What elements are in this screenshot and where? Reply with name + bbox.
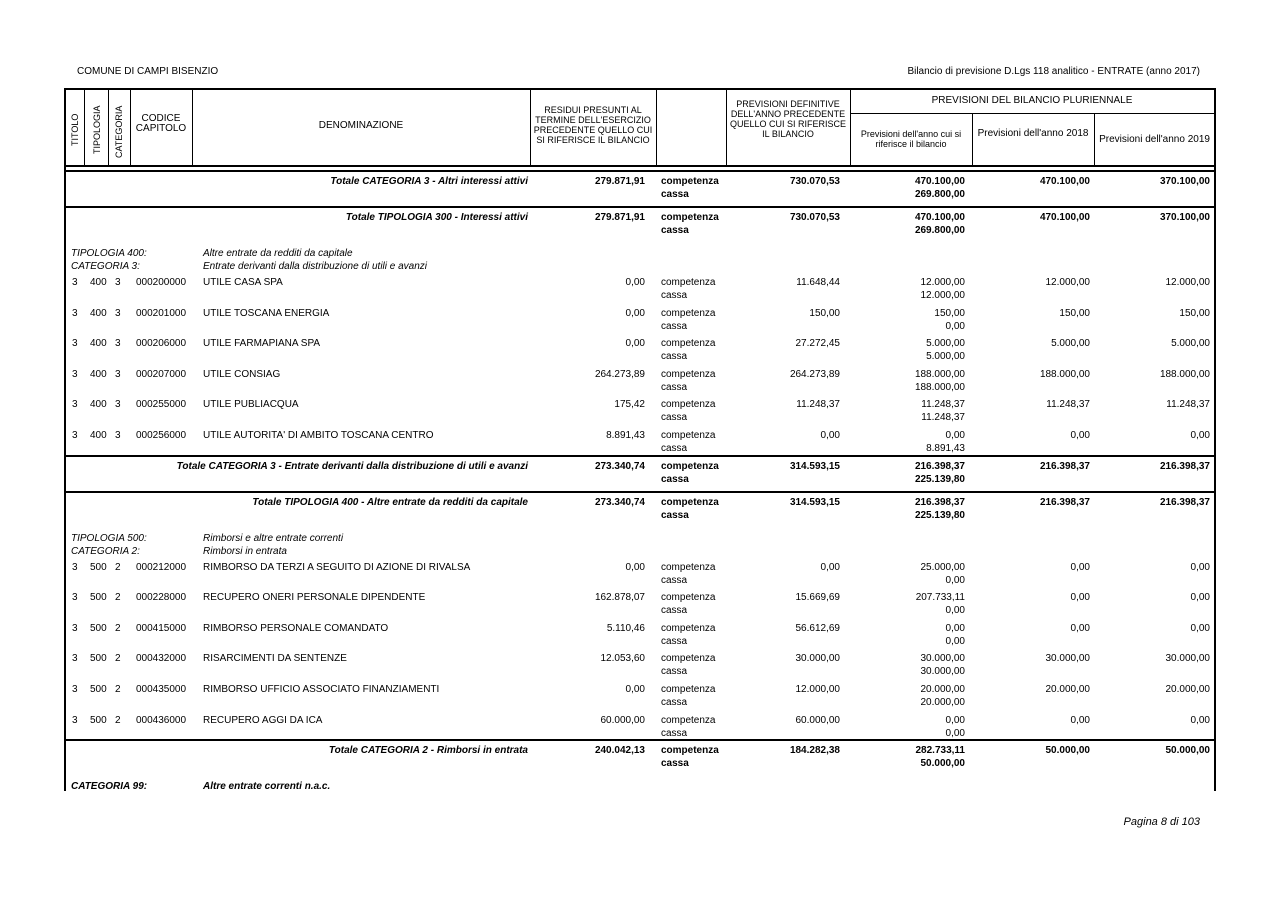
section-tipologia-desc: Rimborsi e altre entrate correnti: [203, 532, 344, 544]
competenza-current-value: 20.000,00: [920, 684, 965, 695]
col-anno-2019: Previsioni dell'anno 2019: [1099, 134, 1210, 145]
categoria-cell: 2: [115, 653, 121, 665]
codice-cell: 000432000: [136, 653, 187, 665]
previsioni-def-value: 30.000,00: [795, 653, 840, 665]
section-categoria-desc: Altre entrate correnti n.a.c.: [203, 781, 331, 793]
entity-name: COMUNE DI CAMPI BISENZIO: [77, 66, 219, 77]
value-2018: 216.398,37: [1039, 496, 1090, 508]
previsioni-def-value: 0,00: [820, 430, 840, 441]
value-2019: 0,00: [1190, 592, 1210, 604]
titolo-cell: 3: [72, 399, 78, 411]
cassa-current-value: 225.139,80: [914, 473, 965, 485]
total-row: [64, 460, 1216, 488]
categoria-cell: 3: [115, 307, 121, 319]
col-anno-2018: Previsioni dell'anno 2018: [977, 128, 1089, 139]
previsioni-def-value: 27.272,45: [795, 338, 840, 350]
residui-value: 279.871,91: [594, 212, 645, 223]
previsioni-def-value: 730.070,53: [789, 176, 840, 187]
type-cassa: cassa: [661, 443, 688, 454]
type-competenza: competenza: [661, 307, 716, 319]
denominazione-cell: UTILE CASA SPA: [203, 277, 283, 288]
codice-cell: 000228000: [136, 592, 187, 604]
previsioni-def-value: 15.669,69: [795, 592, 840, 604]
section-tipologia-label: TIPOLOGIA 400:: [71, 248, 147, 259]
type-competenza: competenza: [661, 714, 716, 726]
tipologia-cell: 400: [90, 368, 107, 380]
type-competenza: competenza: [661, 745, 719, 757]
total-label: Totale TIPOLOGIA 400 - Altre entrate da redditi da capitale: [252, 496, 528, 508]
competenza-current-value: 216.398,37: [914, 496, 965, 508]
competenza-current-value: 25.000,00: [920, 561, 965, 573]
col-previsioni-def: PREVISIONI DEFINITIVE DELL'ANNO PRECEDENTE QUELLO CUI SI RIFERISCE IL BILANCIO: [729, 99, 847, 139]
tipologia-cell: 500: [90, 622, 107, 634]
previsioni-def-value: 314.593,15: [789, 496, 840, 508]
value-2018: 216.398,37: [1039, 460, 1090, 472]
value-2019: 0,00: [1190, 430, 1210, 441]
tipologia-cell: 400: [90, 430, 107, 441]
type-competenza: competenza: [661, 496, 719, 508]
competenza-current-value: 11.248,37: [921, 399, 965, 411]
cassa-current-value: 20.000,00: [920, 697, 965, 708]
tipologia-cell: 400: [90, 277, 107, 288]
value-2018: 0,00: [1070, 592, 1090, 604]
value-2019: 12.000,00: [1165, 277, 1210, 288]
codice-cell: 000255000: [136, 399, 187, 411]
type-cassa: cassa: [661, 605, 688, 617]
value-2018: 470.100,00: [1039, 176, 1090, 187]
type-cassa: cassa: [661, 697, 688, 708]
residui-value: 240.042,13: [594, 745, 645, 757]
previsioni-def-value: 11.248,37: [796, 399, 840, 411]
value-2019: 188.000,00: [1159, 368, 1210, 380]
cassa-current-value: 30.000,00: [920, 666, 965, 678]
previsioni-def-value: 314.593,15: [789, 460, 840, 472]
tipologia-cell: 500: [90, 592, 107, 604]
value-2019: 0,00: [1190, 714, 1210, 726]
total-row: [64, 744, 1216, 772]
residui-value: 175,42: [614, 399, 645, 411]
value-2019: 11.248,37: [1166, 399, 1210, 411]
codice-cell: 000415000: [136, 622, 187, 634]
denominazione-cell: RISARCIMENTI DA SENTENZE: [203, 653, 347, 665]
competenza-current-value: 0,00: [945, 430, 965, 441]
codice-cell: 000207000: [136, 368, 187, 380]
total-label: Totale TIPOLOGIA 300 - Interessi attivi: [345, 212, 528, 223]
denominazione-cell: RECUPERO ONERI PERSONALE DIPENDENTE: [203, 592, 426, 604]
value-2018: 0,00: [1070, 714, 1090, 726]
residui-value: 273.340,74: [594, 460, 645, 472]
type-competenza: competenza: [661, 653, 716, 665]
col-categoria: CATEGORIA: [114, 105, 124, 158]
type-cassa: cassa: [661, 758, 689, 770]
col-pluriennale: PREVISIONI DEL BILANCIO PLURIENNALE: [931, 95, 1133, 106]
document-title: Bilancio di previsione D.Lgs 118 analitico - ENTRATE (anno 2017): [907, 66, 1200, 77]
col-denominazione: DENOMINAZIONE: [318, 120, 404, 131]
categoria-cell: 3: [115, 430, 121, 441]
denominazione-cell: UTILE CONSIAG: [203, 368, 281, 380]
value-2018: 0,00: [1070, 561, 1090, 573]
denominazione-cell: RIMBORSO DA TERZI A SEGUITO DI AZIONE DI RIVALSA: [203, 561, 471, 573]
categoria-cell: 2: [115, 684, 121, 695]
categoria-cell: 3: [115, 399, 121, 411]
competenza-current-value: 0,00: [945, 714, 965, 726]
page-number: Pagina 8 di 103: [1123, 816, 1200, 828]
type-competenza: competenza: [661, 561, 716, 573]
type-cassa: cassa: [661, 666, 688, 678]
residui-value: 162.878,07: [594, 592, 645, 604]
residui-value: 8.891,43: [606, 430, 645, 441]
competenza-current-value: 282.733,11: [915, 745, 965, 757]
denominazione-cell: UTILE TOSCANA ENERGIA: [203, 307, 330, 319]
type-competenza: competenza: [661, 592, 716, 604]
competenza-current-value: 207.733,11: [915, 592, 965, 604]
value-2018: 20.000,00: [1045, 684, 1090, 695]
tipologia-cell: 400: [90, 307, 107, 319]
titolo-cell: 3: [72, 307, 78, 319]
competenza-current-value: 0,00: [945, 622, 965, 634]
value-2018: 150,00: [1059, 307, 1090, 319]
titolo-cell: 3: [72, 430, 78, 441]
residui-value: 0,00: [625, 561, 645, 573]
type-cassa: cassa: [661, 473, 689, 485]
tipologia-cell: 500: [90, 561, 107, 573]
titolo-cell: 3: [72, 277, 78, 288]
titolo-cell: 3: [72, 368, 78, 380]
competenza-current-value: 12.000,00: [920, 277, 965, 288]
denominazione-cell: RECUPERO AGGI DA ICA: [203, 714, 323, 726]
section-tipologia-label: TIPOLOGIA 500:: [71, 532, 147, 544]
categoria-cell: 2: [115, 561, 121, 573]
type-competenza: competenza: [661, 399, 716, 411]
type-competenza: competenza: [661, 430, 716, 441]
type-cassa: cassa: [661, 290, 688, 301]
tipologia-cell: 500: [90, 653, 107, 665]
previsioni-def-value: 11.648,44: [796, 277, 840, 288]
total-separator: [64, 455, 1216, 457]
type-competenza: competenza: [661, 684, 716, 695]
previsioni-def-value: 150,00: [809, 307, 840, 319]
type-cassa: cassa: [661, 225, 689, 236]
cassa-current-value: 269.800,00: [914, 225, 965, 236]
value-2019: 30.000,00: [1165, 653, 1210, 665]
type-competenza: competenza: [661, 338, 716, 350]
value-2019: 216.398,37: [1159, 460, 1210, 472]
residui-value: 264.273,89: [594, 368, 645, 380]
type-cassa: cassa: [661, 574, 688, 586]
col-codice: CODICE CAPITOLO: [135, 113, 187, 134]
codice-cell: 000201000: [136, 307, 187, 319]
tipologia-cell: 400: [90, 338, 107, 350]
competenza-current-value: 188.000,00: [914, 368, 965, 380]
competenza-current-value: 30.000,00: [920, 653, 965, 665]
col-tipologia: TIPOLOGIA: [92, 105, 102, 154]
cassa-current-value: 0,00: [945, 320, 965, 332]
type-cassa: cassa: [661, 509, 689, 521]
competenza-current-value: 470.100,00: [914, 176, 965, 187]
codice-cell: 000435000: [136, 684, 187, 695]
categoria-cell: 3: [115, 338, 121, 350]
type-competenza: competenza: [661, 277, 716, 288]
col-residui: RESIDUI PRESUNTI AL TERMINE DELL'ESERCIZIO PRECEDENTE QUELLO CUI SI RIFERISCE IL BILANCIO: [533, 105, 653, 145]
titolo-cell: 3: [72, 592, 78, 604]
residui-value: 273.340,74: [594, 496, 645, 508]
residui-value: 12.053,60: [600, 653, 645, 665]
denominazione-cell: RIMBORSO UFFICIO ASSOCIATO FINANZIAMENTI: [203, 684, 440, 695]
categoria-cell: 3: [115, 277, 121, 288]
section-categoria-label: CATEGORIA 3:: [71, 261, 140, 272]
budget-table: [64, 88, 1216, 791]
residui-value: 279.871,91: [594, 176, 645, 187]
section-categoria-desc: Rimborsi in entrata: [203, 545, 287, 557]
type-cassa: cassa: [661, 320, 688, 332]
type-competenza: competenza: [661, 212, 719, 223]
previsioni-def-value: 730.070,53: [789, 212, 840, 223]
type-cassa: cassa: [661, 381, 688, 393]
cassa-current-value: 0,00: [945, 605, 965, 617]
cassa-current-value: 0,00: [945, 727, 965, 739]
residui-value: 0,00: [625, 684, 645, 695]
codice-cell: 000256000: [136, 430, 187, 441]
residui-value: 0,00: [625, 277, 645, 288]
value-2019: 0,00: [1190, 561, 1210, 573]
previsioni-def-value: 60.000,00: [795, 714, 840, 726]
cassa-current-value: 12.000,00: [920, 290, 965, 301]
total-separator: [64, 739, 1216, 741]
col-titolo: TITOLO: [70, 113, 80, 146]
value-2019: 20.000,00: [1165, 684, 1210, 695]
cassa-current-value: 5.000,00: [926, 351, 965, 363]
residui-value: 0,00: [625, 307, 645, 319]
categoria-cell: 2: [115, 622, 121, 634]
type-competenza: competenza: [661, 368, 716, 380]
value-2018: 0,00: [1070, 622, 1090, 634]
competenza-current-value: 216.398,37: [914, 460, 965, 472]
titolo-cell: 3: [72, 561, 78, 573]
value-2019: 50.000,00: [1165, 745, 1210, 757]
cassa-current-value: 8.891,43: [926, 443, 965, 454]
type-cassa: cassa: [661, 727, 688, 739]
titolo-cell: 3: [72, 622, 78, 634]
value-2018: 12.000,00: [1045, 277, 1090, 288]
value-2018: 0,00: [1070, 430, 1090, 441]
value-2018: 11.248,37: [1046, 399, 1090, 411]
value-2019: 5.000,00: [1171, 338, 1210, 350]
col-anno-corrente: Previsioni dell'anno cui si riferisce il bilancio: [860, 129, 962, 149]
value-2019: 150,00: [1179, 307, 1210, 319]
tipologia-cell: 400: [90, 399, 107, 411]
codice-cell: 000206000: [136, 338, 187, 350]
type-cassa: cassa: [661, 189, 689, 200]
competenza-current-value: 150,00: [934, 307, 965, 319]
previsioni-def-value: 0,00: [820, 561, 840, 573]
type-competenza: competenza: [661, 622, 716, 634]
value-2019: 370.100,00: [1159, 176, 1210, 187]
titolo-cell: 3: [72, 653, 78, 665]
residui-value: 0,00: [625, 338, 645, 350]
codice-cell: 000200000: [136, 277, 187, 288]
categoria-cell: 3: [115, 368, 121, 380]
section-categoria-label: CATEGORIA 99:: [71, 781, 148, 793]
value-2018: 5.000,00: [1051, 338, 1090, 350]
categoria-cell: 2: [115, 714, 121, 726]
categoria-cell: 2: [115, 592, 121, 604]
value-2019: 370.100,00: [1159, 212, 1210, 223]
previsioni-def-value: 12.000,00: [795, 684, 840, 695]
type-cassa: cassa: [661, 635, 688, 647]
type-cassa: cassa: [661, 351, 688, 363]
section-tipologia-desc: Altre entrate da redditi da capitale: [203, 248, 353, 259]
previsioni-def-value: 184.282,38: [789, 745, 840, 757]
section-categoria-desc: Entrate derivanti dalla distribuzione di utili e avanzi: [203, 261, 428, 272]
total-label: Totale CATEGORIA 3 - Entrate derivanti dalla distribuzione di utili e avanzi: [176, 460, 528, 472]
type-cassa: cassa: [661, 412, 688, 424]
titolo-cell: 3: [72, 338, 78, 350]
titolo-cell: 3: [72, 714, 78, 726]
previsioni-def-value: 56.612,69: [795, 622, 840, 634]
residui-value: 5.110,46: [606, 622, 645, 634]
codice-cell: 000436000: [136, 714, 187, 726]
residui-value: 60.000,00: [600, 714, 645, 726]
codice-cell: 000212000: [136, 561, 187, 573]
value-2018: 30.000,00: [1045, 653, 1090, 665]
tipologia-cell: 500: [90, 684, 107, 695]
tipologia-cell: 500: [90, 714, 107, 726]
total-row: [64, 496, 1216, 524]
total-separator: [64, 206, 1216, 208]
value-2019: 216.398,37: [1159, 496, 1210, 508]
cassa-current-value: 188.000,00: [914, 381, 965, 393]
previsioni-def-value: 264.273,89: [789, 368, 840, 380]
denominazione-cell: RIMBORSO PERSONALE COMANDATO: [203, 622, 389, 634]
total-separator: [64, 491, 1216, 493]
denominazione-cell: UTILE FARMAPIANA SPA: [203, 338, 321, 350]
denominazione-cell: UTILE AUTORITA' DI AMBITO TOSCANA CENTRO: [203, 430, 434, 441]
cassa-current-value: 0,00: [945, 635, 965, 647]
titolo-cell: 3: [72, 684, 78, 695]
total-label: Totale CATEGORIA 2 - Rimborsi in entrata: [328, 745, 528, 757]
value-2018: 50.000,00: [1045, 745, 1090, 757]
cassa-current-value: 0,00: [945, 574, 965, 586]
cassa-current-value: 11.248,37: [921, 412, 965, 424]
section-categoria-label: CATEGORIA 2:: [71, 545, 140, 557]
competenza-current-value: 5.000,00: [926, 338, 965, 350]
total-separator: [64, 170, 1216, 172]
value-2018: 470.100,00: [1039, 212, 1090, 223]
type-competenza: competenza: [661, 460, 719, 472]
cassa-current-value: 269.800,00: [914, 189, 965, 200]
total-row: [64, 175, 1216, 203]
cassa-current-value: 225.139,80: [914, 509, 965, 521]
value-2019: 0,00: [1190, 622, 1210, 634]
cassa-current-value: 50.000,00: [920, 758, 965, 770]
competenza-current-value: 470.100,00: [914, 212, 965, 223]
total-row: [64, 211, 1216, 239]
denominazione-cell: UTILE PUBLIACQUA: [203, 399, 299, 411]
value-2018: 188.000,00: [1039, 368, 1090, 380]
type-competenza: competenza: [661, 176, 719, 187]
total-label: Totale CATEGORIA 3 - Altri interessi attivi: [330, 176, 528, 187]
